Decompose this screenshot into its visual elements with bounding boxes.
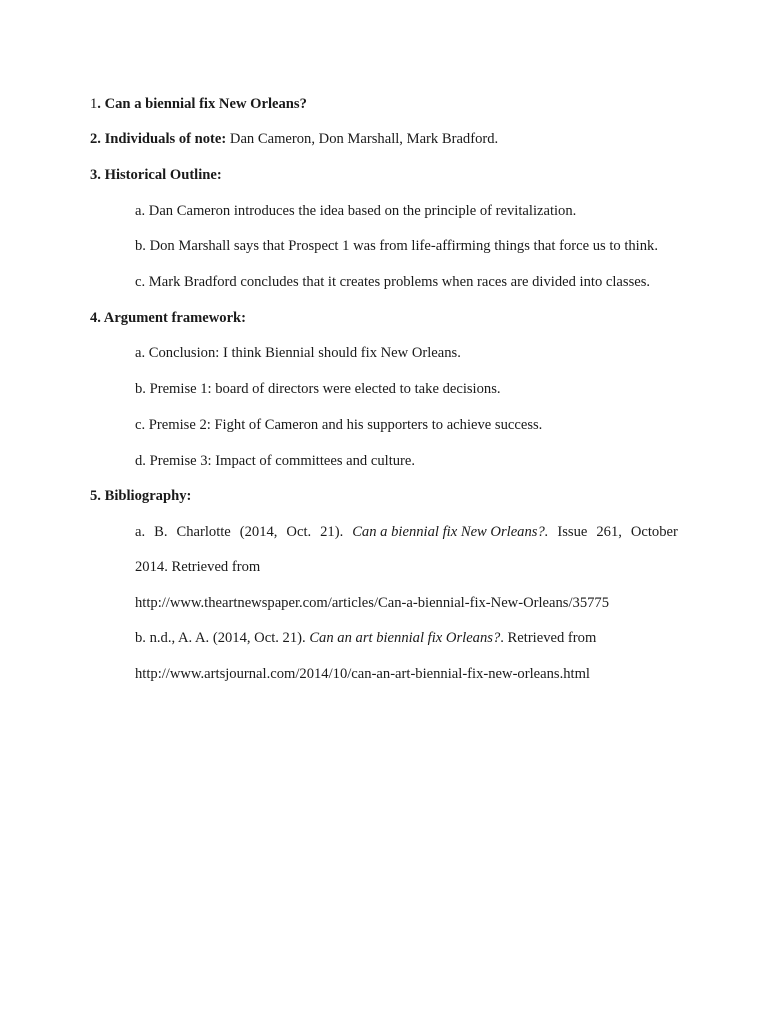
ref-a-url[interactable]: http://www.theartnewspaper.com/articles/Can-a-biennial-fix-New-Orleans/35775 xyxy=(135,595,610,611)
item-2-text: Dan Cameron, Don Marshall, Mark Bradford. xyxy=(226,131,499,147)
item-3-c: c. Mark Bradford concludes that it creates problems when races are divided into classes. xyxy=(135,274,651,290)
bibliography-ref-a-line1 xyxy=(135,523,678,541)
ref-a-word: a. xyxy=(135,524,146,540)
item-3-b: b. Don Marshall says that Prospect 1 was from life-affirming things that force us to think. xyxy=(135,238,658,254)
ref-b-title: Can an art biennial fix Orleans? xyxy=(309,630,501,646)
bibliography-ref-a-line2: 2014. Retrieved from xyxy=(135,559,261,575)
ref-b-url[interactable]: http://www.artsjournal.com/2014/10/can-an-art-biennial-fix-new-orleans.html xyxy=(135,666,590,682)
item-4-a: a. Conclusion: I think Biennial should fix New Orleans. xyxy=(135,345,461,361)
item-4-label: 4. Argument framework: xyxy=(90,310,247,326)
ref-a-word: Oct. xyxy=(286,524,312,540)
ref-a-word: B. xyxy=(154,524,168,540)
item-4-d: d. Premise 3: Impact of committees and culture. xyxy=(135,453,416,469)
ref-a-word: Issue xyxy=(557,524,588,540)
ref-a-word: October xyxy=(630,524,678,540)
ref-a-title: Can a biennial fix New Orleans?. xyxy=(352,524,549,540)
item-1-number: 1 xyxy=(90,96,98,112)
ref-a-word: (2014, xyxy=(239,524,278,540)
item-3-a: a. Dan Cameron introduces the idea based on the principle of revitalization. xyxy=(135,203,577,219)
ref-a-word: 21). xyxy=(320,524,344,540)
ref-a-word: 261, xyxy=(596,524,622,540)
bibliography-ref-b xyxy=(135,629,596,647)
item-5-label: 5. Bibliography: xyxy=(90,488,192,504)
ref-a-author: Charlotte xyxy=(176,524,231,540)
item-1-heading: . Can a biennial fix New Orleans? xyxy=(97,96,307,112)
item-2-label: 2. Individuals of note: xyxy=(90,131,227,147)
item-3-label: 3. Historical Outline: xyxy=(90,167,222,183)
ref-b-suffix: . Retrieved from xyxy=(500,630,597,646)
outline-item-1 xyxy=(90,95,307,113)
outline-item-2 xyxy=(90,130,498,148)
item-4-c: c. Premise 2: Fight of Cameron and his supporters to achieve success. xyxy=(135,417,543,433)
ref-b-prefix: b. n.d., A. A. (2014, Oct. 21). xyxy=(135,630,310,646)
item-4-b: b. Premise 1: board of directors were elected to take decisions. xyxy=(135,381,501,397)
